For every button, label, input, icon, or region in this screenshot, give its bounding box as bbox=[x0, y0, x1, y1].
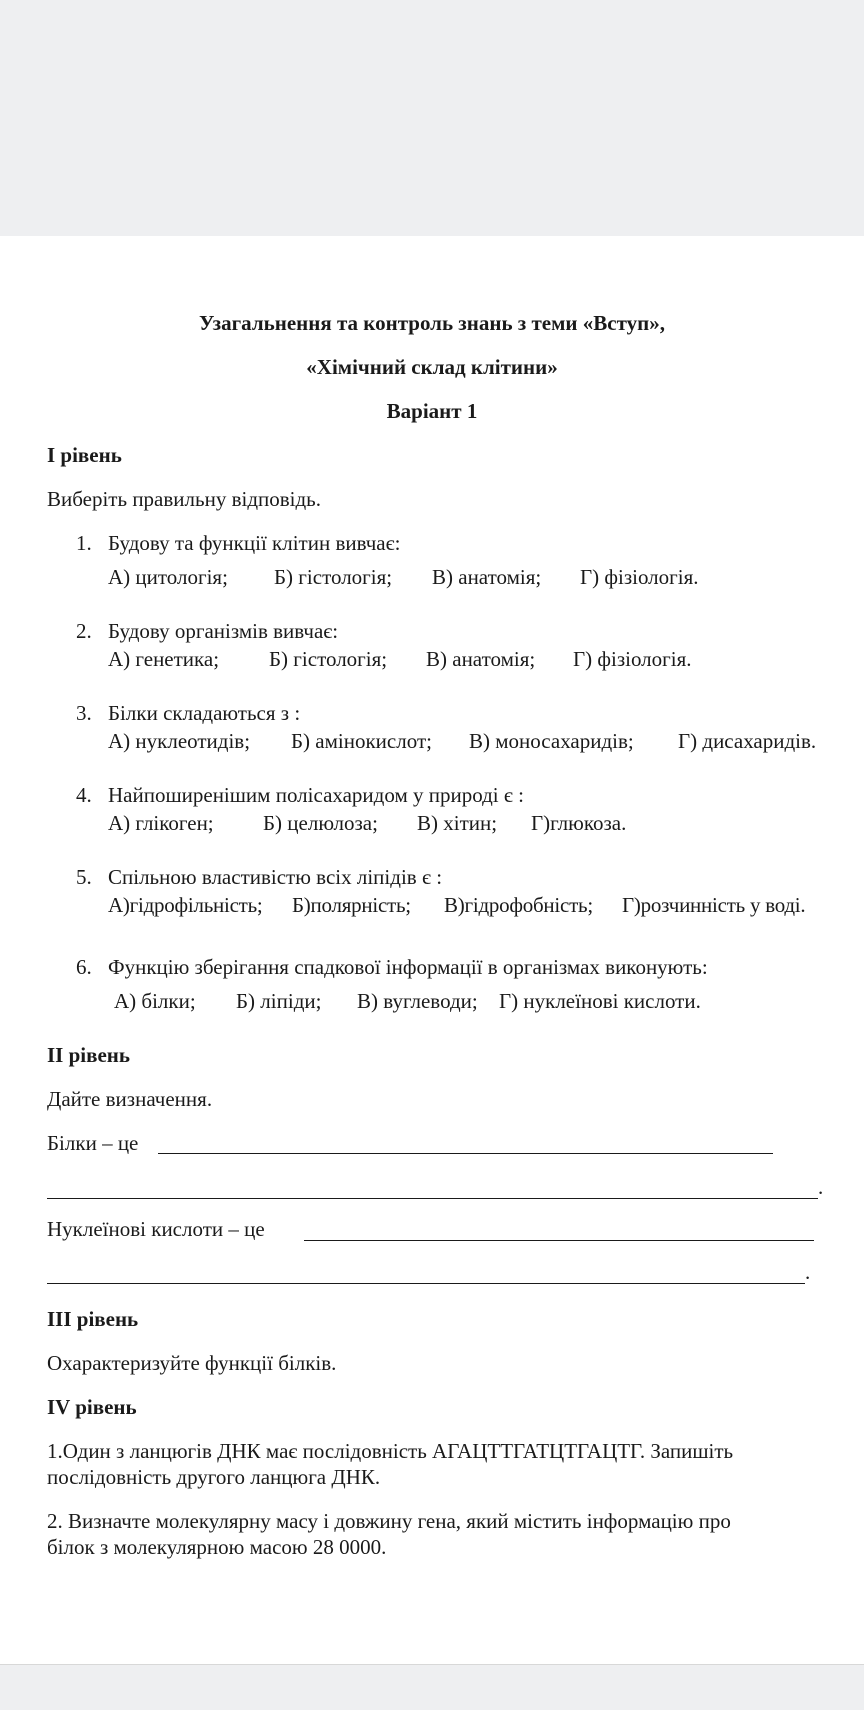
question-text: Найпоширенішим полісахаридом у природі є : bbox=[108, 783, 524, 807]
definition-2-label: Нуклеїнові кислоти – це bbox=[47, 1217, 265, 1241]
question-number: 1. bbox=[76, 531, 92, 555]
question-text: Функцію зберігання спадкової інформації в організмах виконують: bbox=[108, 955, 708, 979]
option-c: В) вуглеводи; bbox=[357, 989, 478, 1013]
option-a: А) цитологія; bbox=[108, 565, 228, 589]
option-a: А) глікоген; bbox=[108, 811, 214, 835]
option-c: В)гідрофобність; bbox=[444, 893, 593, 917]
line-end-period: . bbox=[818, 1175, 824, 1199]
answer-options bbox=[108, 564, 699, 590]
answer-blank-line[interactable] bbox=[47, 1283, 805, 1284]
level-4-task-2-line-2: білок з молекулярною масою 28 0000. bbox=[47, 1535, 387, 1559]
variant-label: Варіант 1 bbox=[386, 399, 478, 423]
option-c: В) моносахаридів; bbox=[469, 729, 634, 753]
line-end-period: . bbox=[805, 1260, 811, 1284]
level-4-heading: ІV рівень bbox=[47, 1395, 137, 1419]
option-b: Б) гістологія; bbox=[269, 647, 388, 671]
option-c: В) анатомія; bbox=[426, 647, 536, 671]
question-number: 2. bbox=[76, 619, 92, 643]
level-2-instruction: Дайте визначення. bbox=[47, 1087, 213, 1111]
option-a: А) білки; bbox=[114, 989, 196, 1013]
option-d: Г)глюкоза. bbox=[531, 811, 627, 835]
level-2-heading: ІІ рівень bbox=[47, 1043, 130, 1067]
answer-blank-line[interactable] bbox=[158, 1153, 773, 1154]
answer-options bbox=[108, 728, 816, 754]
definition-1-label: Білки – це bbox=[47, 1131, 139, 1155]
answer-options bbox=[114, 988, 701, 1014]
level-3-task: Охарактеризуйте функції білків. bbox=[47, 1351, 337, 1375]
option-d: Г) фізіологія. bbox=[573, 647, 692, 671]
option-b: Б)полярність; bbox=[292, 893, 411, 917]
option-d: Г) фізіологія. bbox=[580, 565, 699, 589]
question-text: Будову організмів вивчає: bbox=[108, 619, 339, 643]
option-c: В) анатомія; bbox=[432, 565, 542, 589]
question-text: Спільною властивістю всіх ліпідів є : bbox=[108, 865, 443, 889]
answer-blank-line[interactable] bbox=[304, 1240, 814, 1241]
option-d: Г) нуклеїнові кислоти. bbox=[499, 989, 701, 1013]
title-line-1: Узагальнення та контроль знань з теми «Вступ», bbox=[198, 311, 665, 335]
option-a: А) генетика; bbox=[108, 647, 220, 671]
answer-blank-line[interactable] bbox=[47, 1198, 818, 1199]
question-number: 3. bbox=[76, 701, 92, 725]
question-number: 4. bbox=[76, 783, 92, 807]
title-line-2: «Хімічний склад клітини» bbox=[306, 355, 558, 379]
answer-options bbox=[108, 810, 626, 836]
level-1-instruction: Виберіть правильну відповідь. bbox=[47, 487, 322, 511]
question-number: 5. bbox=[76, 865, 92, 889]
document-page bbox=[0, 236, 864, 1665]
option-a: А)гідрофільність; bbox=[108, 893, 263, 917]
option-c: В) хітин; bbox=[417, 811, 498, 835]
option-d: Г)розчинність у воді. bbox=[622, 893, 806, 917]
option-a: А) нуклеотидів; bbox=[108, 729, 251, 753]
answer-options bbox=[108, 892, 805, 918]
level-3-heading: ІІІ рівень bbox=[47, 1307, 139, 1331]
question-text: Будову та функції клітин вивчає: bbox=[108, 531, 401, 555]
option-b: Б) целюлоза; bbox=[263, 811, 378, 835]
answer-options bbox=[108, 646, 692, 672]
option-b: Б) амінокислот; bbox=[291, 729, 432, 753]
level-4-task-2-line-1: 2. Визначте молекулярну масу і довжину гена, який містить інформацію про bbox=[47, 1509, 731, 1533]
level-4-task-1-line-2: послідовність другого ланцюга ДНК. bbox=[47, 1465, 381, 1489]
level-1-heading: І рівень bbox=[47, 443, 122, 467]
level-4-task-1-line-1: 1.Один з ланцюгів ДНК має послідовність АГАЦТТГАТЦТГАЦТГ. Запишіть bbox=[47, 1439, 734, 1463]
question-number: 6. bbox=[76, 955, 92, 979]
option-d: Г) дисахаридів. bbox=[678, 729, 817, 753]
option-b: Б) ліпіди; bbox=[236, 989, 322, 1013]
question-text: Білки складаються з : bbox=[108, 701, 301, 725]
option-b: Б) гістологія; bbox=[274, 565, 393, 589]
